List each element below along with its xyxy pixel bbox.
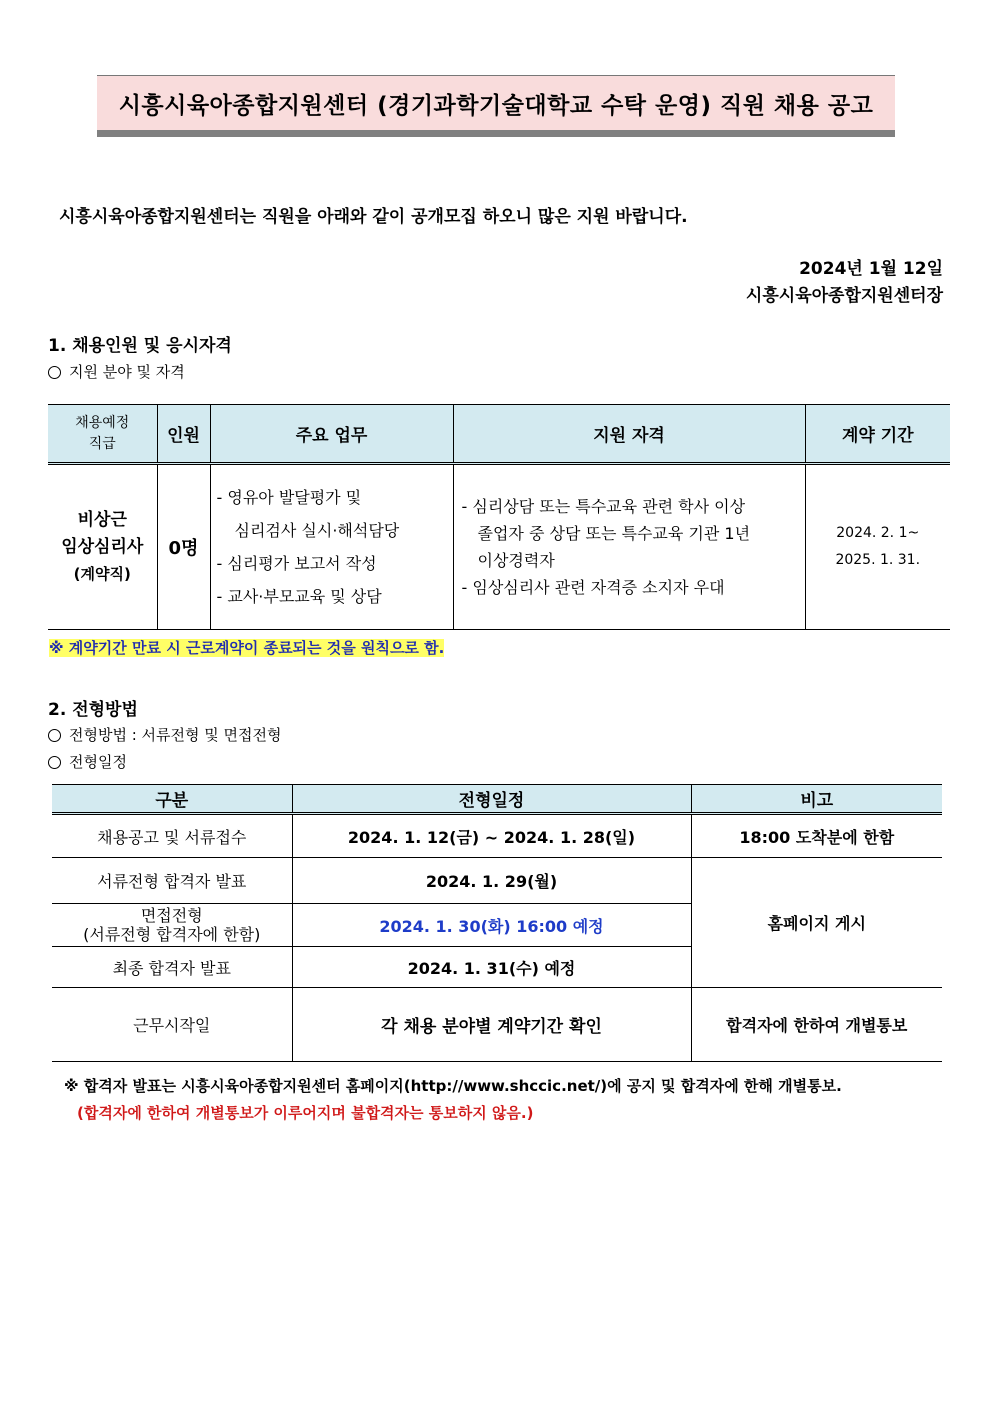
duty-item: - 교사·부모교육 및 상담 xyxy=(216,587,382,606)
section1-bullet xyxy=(48,361,185,382)
header-category: 구분 xyxy=(52,785,292,814)
table-row xyxy=(52,858,942,904)
section2-bullet-schedule xyxy=(48,751,127,772)
contract-note xyxy=(49,637,444,658)
table-header-row xyxy=(48,405,950,464)
circle-bullet-icon xyxy=(48,756,61,769)
qualification-item: 이상경력자 xyxy=(477,551,555,570)
schedule-cell: 2024. 1. 12(금) ~ 2024. 1. 28(일) xyxy=(292,814,691,858)
section2-bullet-method xyxy=(48,724,282,745)
header-position-line1: 채용예정 xyxy=(75,414,130,431)
page-title: 시흥시육아종합지원센터 (경기과학기술대학교 수탁 운영) 직원 채용 공고 xyxy=(97,75,895,137)
date-block xyxy=(746,256,943,310)
category-line1: 면접전형 xyxy=(140,906,203,925)
duty-item: - 영유아 발달평가 및 xyxy=(216,488,362,507)
header-duties: 주요 업무 xyxy=(210,405,453,464)
announcement-date: 2024년 1월 12일 xyxy=(799,259,943,279)
count-cell: 0명 xyxy=(157,464,210,630)
recruitment-table xyxy=(48,404,950,630)
bullet-text: 전형일정 xyxy=(69,753,127,771)
contract-note-text: ※ 계약기간 만료 시 근로계약이 종료되는 것을 원칙으로 함. xyxy=(49,639,445,657)
remark-cell: 합격자에 한하여 개별통보 xyxy=(691,988,942,1062)
schedule-table xyxy=(52,784,942,1062)
duties-cell xyxy=(210,464,453,630)
table-row xyxy=(48,464,950,630)
section2-title: 2. 전형방법 xyxy=(48,700,138,720)
category-cell: 서류전형 합격자 발표 xyxy=(52,858,292,904)
position-line2: 임상심리사 xyxy=(61,536,144,557)
header-position-line2: 직급 xyxy=(88,435,116,452)
table-row xyxy=(52,814,942,858)
schedule-cell: 2024. 1. 31(수) 예정 xyxy=(292,947,691,988)
section1-title: 1. 채용인원 및 응시자격 xyxy=(48,336,232,356)
qualification-item: 졸업자 중 상담 또는 특수교육 기관 1년 xyxy=(477,524,751,543)
schedule-cell: 2024. 1. 30(화) 16:00 예정 xyxy=(292,904,691,947)
qualification-item: - 임상심리사 관련 자격증 소지자 우대 xyxy=(461,578,725,597)
category-cell: 근무시작일 xyxy=(52,988,292,1062)
remark-cell: 홈페이지 게시 xyxy=(691,858,942,988)
period-cell xyxy=(805,464,950,630)
schedule-cell: 2024. 1. 29(월) xyxy=(292,858,691,904)
header-period: 계약 기간 xyxy=(805,405,950,464)
bullet-text: 전형방법 : 서류전형 및 면접전형 xyxy=(69,726,282,744)
header-qualification: 지원 자격 xyxy=(453,405,805,464)
circle-bullet-icon xyxy=(48,366,61,379)
category-cell xyxy=(52,904,292,947)
bullet-text: 지원 분야 및 자격 xyxy=(69,363,185,381)
circle-bullet-icon xyxy=(48,729,61,742)
remark-cell: 18:00 도착분에 한함 xyxy=(691,814,942,858)
category-line2: (서류전형 합격자에 한함) xyxy=(83,925,261,944)
position-line3: (계약직) xyxy=(73,564,131,583)
header-position xyxy=(48,405,157,464)
table-row xyxy=(52,988,942,1062)
qualification-cell xyxy=(453,464,805,630)
category-cell: 최종 합격자 발표 xyxy=(52,947,292,988)
notification-note: (합격자에 한하여 개별통보가 이루어지며 불합격자는 통보하지 않음.) xyxy=(77,1104,534,1122)
issuer: 시흥시육아종합지원센터장 xyxy=(745,286,943,306)
header-schedule: 전형일정 xyxy=(292,785,691,814)
duty-item: - 심리평가 보고서 작성 xyxy=(216,554,377,573)
duty-item: 심리검사 실시·해석담당 xyxy=(234,521,400,540)
qualification-item: - 심리상담 또는 특수교육 관련 학사 이상 xyxy=(461,497,746,516)
header-count: 인원 xyxy=(157,405,210,464)
announcement-note: ※ 합격자 발표는 시흥시육아종합지원센터 홈페이지(http://www.shccic.net/)에 공지 및 합격자에 한해 개별통보. xyxy=(64,1077,842,1095)
position-cell xyxy=(48,464,157,630)
period-end: 2025. 1. 31. xyxy=(835,552,921,568)
table-header-row xyxy=(52,785,942,814)
category-cell: 채용공고 및 서류접수 xyxy=(52,814,292,858)
header-remark: 비고 xyxy=(691,785,942,814)
intro-text: 시흥시육아종합지원센터는 직원을 아래와 같이 공개모집 하오니 많은 지원 바랍니다. xyxy=(59,207,688,227)
schedule-cell: 각 채용 분야별 계약기간 확인 xyxy=(292,988,691,1062)
period-start: 2024. 2. 1~ xyxy=(836,525,920,541)
position-line1: 비상근 xyxy=(77,509,127,530)
